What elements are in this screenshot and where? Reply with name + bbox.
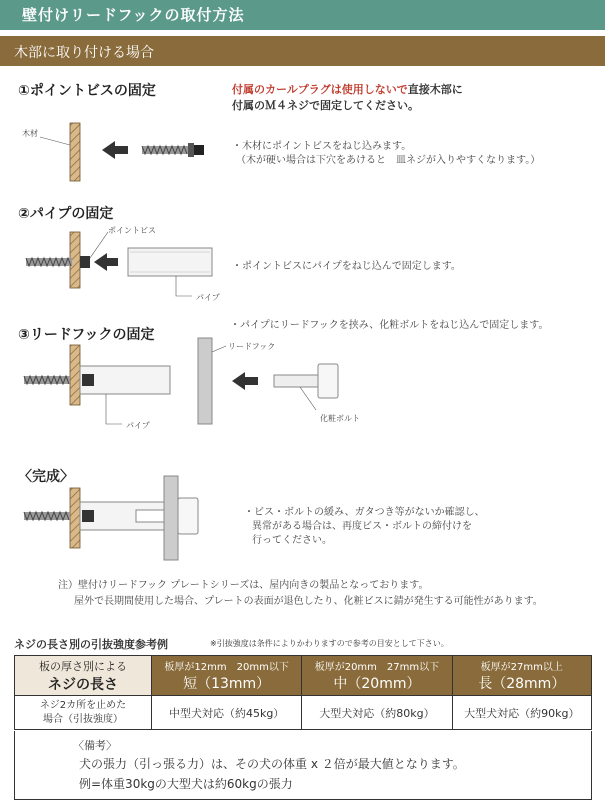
step1-note1: ・木材にポイントビスをねじ込みます。 <box>232 141 412 152</box>
table-head-short: 板厚が12mm 20mm以下 短（13mm） <box>152 656 302 696</box>
step1-note2: （木が硬い場合は下穴をあけると 皿ネジが入りやすくなります。） <box>236 155 541 166</box>
step2-note: ・ポイントビスにパイプをねじ込んで固定します。 <box>232 261 461 272</box>
arrow-left-icon <box>94 253 118 271</box>
table-header-row <box>15 656 592 696</box>
warning-text: 直接木部に <box>407 83 463 96</box>
strength-table <box>14 655 592 730</box>
remarks-title: 〈備考〉 <box>73 739 117 752</box>
lead-hook-plate <box>164 476 178 560</box>
step3-illustration <box>24 338 338 424</box>
caution-line1: 注）壁付けリードフック プレートシリーズは、屋内向きの製品となっております。 <box>58 580 429 591</box>
decorative-bolt <box>318 364 338 398</box>
label-wood: 木材 <box>22 129 38 138</box>
table-head-long: 板厚が27mm以上 長（28mm） <box>452 656 591 696</box>
table-caption: ネジの長さ別の引抜強度参考例 <box>14 638 168 651</box>
wood-block <box>70 488 80 548</box>
table-cell: 大型犬対応（約80kg） <box>302 696 452 730</box>
step2-title: ②パイプの固定 <box>18 206 114 222</box>
done-note1: ・ビス・ボルトの緩み、ガタつき等がないか確認し、 <box>244 507 485 518</box>
done-title: 〈完成〉 <box>18 469 74 485</box>
done-illustration <box>24 476 198 560</box>
table-row <box>15 696 592 730</box>
table-cell: 大型犬対応（約90kg） <box>452 696 591 730</box>
remarks-box <box>14 731 592 800</box>
label-pipe: パイプ <box>126 421 150 430</box>
arrow-left-icon <box>102 141 128 159</box>
label-decorative-bolt: 化粧ボルト <box>320 414 360 423</box>
arrow-left-icon <box>232 372 258 390</box>
section-title: 木部に取り付ける場合 <box>14 45 154 61</box>
warning-red-text: 付属のカールプラグは使用しないで <box>232 83 408 96</box>
step3-title: ③リードフックの固定 <box>18 327 155 343</box>
done-note2: 異常がある場合は、再度ビス・ボルトの締付けを <box>252 521 472 532</box>
lead-hook-plate <box>198 338 212 424</box>
step1-illustration <box>40 123 204 181</box>
caution-line2: 屋外で長期間使用した場合、プレートの表面が退色したり、化粧ビスに錆が発生する可能性があります。 <box>74 596 543 607</box>
step1-title: ①ポイントビスの固定 <box>18 83 156 99</box>
step3-note: ・パイプにリードフックを挟み、化粧ボルトをねじ込んで固定します。 <box>230 320 549 331</box>
done-note3: 行ってください。 <box>252 535 332 546</box>
warning-line2: 付属のＭ４ネジで固定してください。 <box>232 99 419 112</box>
wood-block <box>70 123 80 181</box>
wood-block <box>70 345 80 405</box>
step2-illustration <box>26 232 212 296</box>
page-title: 壁付けリードフックの取付方法 <box>22 6 245 24</box>
remarks-line1: 犬の張力（引っ張る力）は、その犬の体重 x ２倍が最大値となります。 <box>79 757 465 771</box>
label-lead-hook: リードフック <box>228 342 276 351</box>
remarks-line2: 例=体重30kgの大型犬は約60kgの張力 <box>79 777 293 791</box>
table-row-label: ネジ2カ所を止めた 場合（引抜強度） <box>15 696 152 730</box>
table-caption-note: ※引抜強度は条件によりかわりますので参考の目安として下さい。 <box>210 639 449 648</box>
step1-warning <box>232 82 463 114</box>
table-head-label: 板の厚さ別による ネジの長さ <box>15 656 152 696</box>
label-pipe: パイプ <box>196 293 220 302</box>
decorative-bolt <box>178 498 198 534</box>
label-point-screw: ポイントビス <box>108 226 156 235</box>
point-screw <box>142 143 204 157</box>
table-head-medium: 板厚が20mm 27mm以下 中（20mm） <box>302 656 452 696</box>
table-cell: 中型犬対応（約45kg） <box>152 696 302 730</box>
